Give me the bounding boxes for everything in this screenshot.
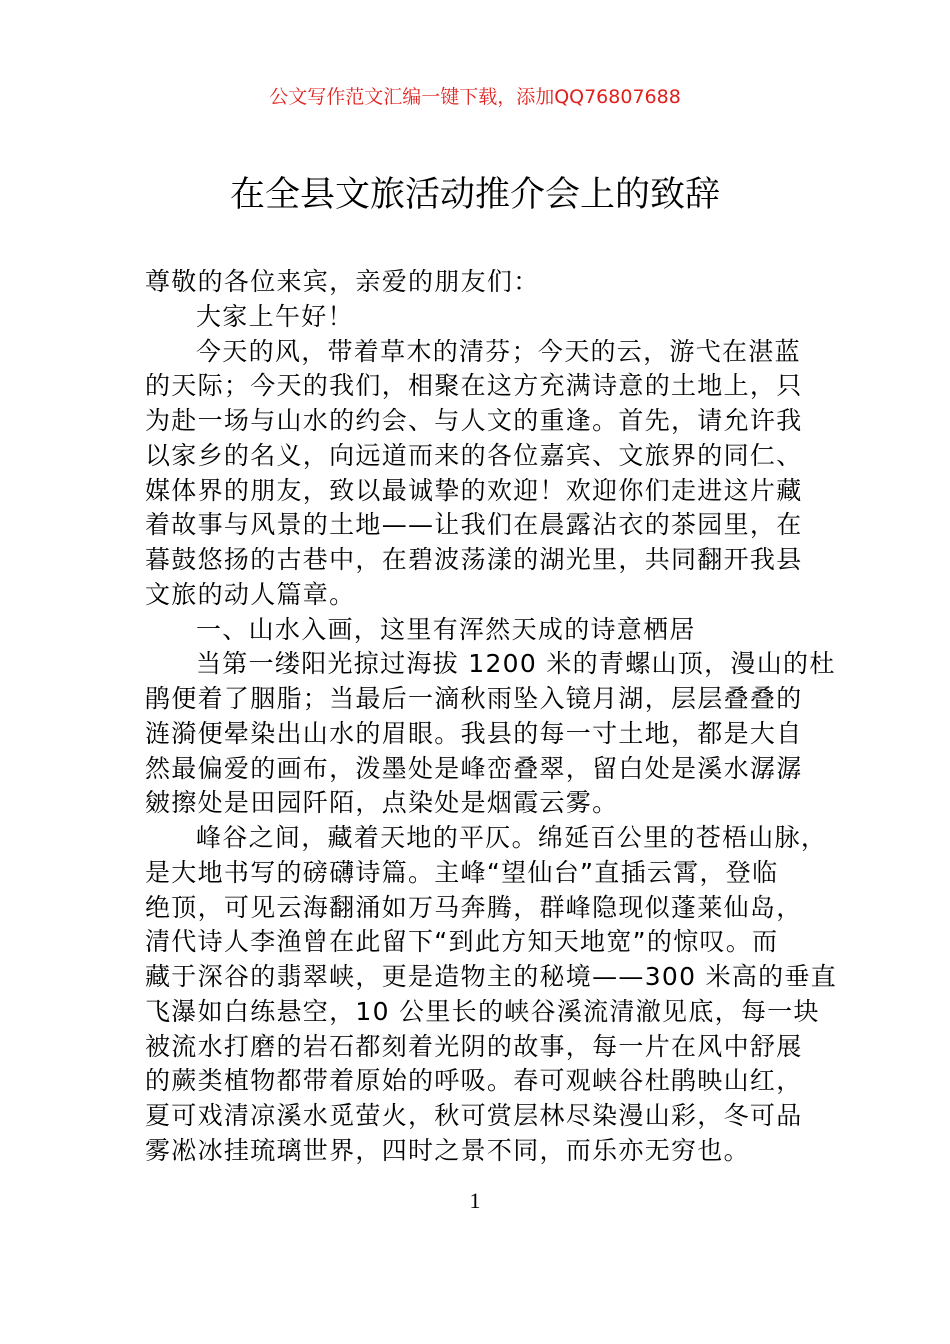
text-line: 着故事与风景的土地——让我们在晨露沾衣的茶园里，在 (145, 510, 803, 540)
text-line: 然最偏爱的画布，泼墨处是峰峦叠翠，留白处是溪水潺潺 (145, 753, 803, 783)
text-line: 的蕨类植物都带着原始的呼吸。春可观峡谷杜鹃映山红， (145, 1066, 803, 1096)
text-line: 大家上午好！ (196, 301, 354, 331)
text-line: 文旅的动人篇章。 (145, 579, 356, 609)
text-line: 暮鼓悠扬的古巷中，在碧波荡漾的湖光里，共同翻开我县 (145, 545, 803, 574)
text-line: 一、山水入画，这里有浑然天成的诗意栖居 (196, 614, 696, 644)
text-line: 今天的风，带着草木的清芬；今天的云，游弋在湛蓝 (196, 336, 801, 366)
text-line: 皴擦处是田园阡陌，点染处是烟霞云雾。 (145, 788, 619, 818)
text-line: 绝顶，可见云海翻涌如万马奔腾，群峰隐现似蓬莱仙岛， (145, 892, 803, 922)
text-line: 雾凇冰挂琉璃世界，四时之景不同，而乐亦无穷也。 (145, 1135, 750, 1165)
promo-header: 公文写作范文汇编一键下载，添加QQ76807688 (269, 86, 681, 108)
document-title: 在全县文旅活动推介会上的致辞 (229, 175, 720, 215)
text-line: 为赴一场与山水的约会、与人文的重逢。首先，请允许我 (145, 406, 803, 435)
text-line: 当第一缕阳光掠过海拔 1200 米的青螺山顶，漫山的杜 (196, 649, 836, 679)
text-line: 藏于深谷的翡翠峡，更是造物主的秘境——300 米高的垂直 (145, 962, 838, 991)
text-line: 鹃便着了胭脂；当最后一滴秋雨坠入镜月湖，层层叠叠的 (145, 684, 803, 713)
page-number: 1 (469, 1188, 481, 1213)
text-line: 媒体界的朋友，致以最诚挚的欢迎！欢迎你们走进这片藏 (145, 475, 803, 505)
text-line: 飞瀑如白练悬空，10 公里长的峡谷溪流清澈见底，每一块 (145, 996, 820, 1026)
text-line: 以家乡的名义，向远道而来的各位嘉宾、文旅界的同仁、 (145, 440, 803, 470)
text-line: 尊敬的各位来宾，亲爱的朋友们： (145, 267, 540, 296)
document-body (145, 265, 838, 1169)
text-line: 清代诗人李渔曾在此留下“到此方知天地宽”的惊叹。而 (145, 927, 779, 957)
text-line: 夏可戏清凉溪水觅萤火，秋可赏层林尽染漫山彩，冬可品 (145, 1101, 803, 1130)
text-line: 涟漪便晕染出山水的眉眼。我县的每一寸土地，都是大自 (145, 718, 803, 748)
text-line: 被流水打磨的岩石都刻着光阴的故事，每一片在风中舒展 (145, 1031, 803, 1061)
text-line: 的天际；今天的我们，相聚在这方充满诗意的土地上，只 (145, 371, 803, 401)
text-line: 峰谷之间，藏着天地的平仄。绵延百公里的苍梧山脉， (196, 823, 828, 852)
text-line: 是大地书写的磅礴诗篇。主峰“望仙台”直插云霄，登临 (145, 857, 779, 887)
